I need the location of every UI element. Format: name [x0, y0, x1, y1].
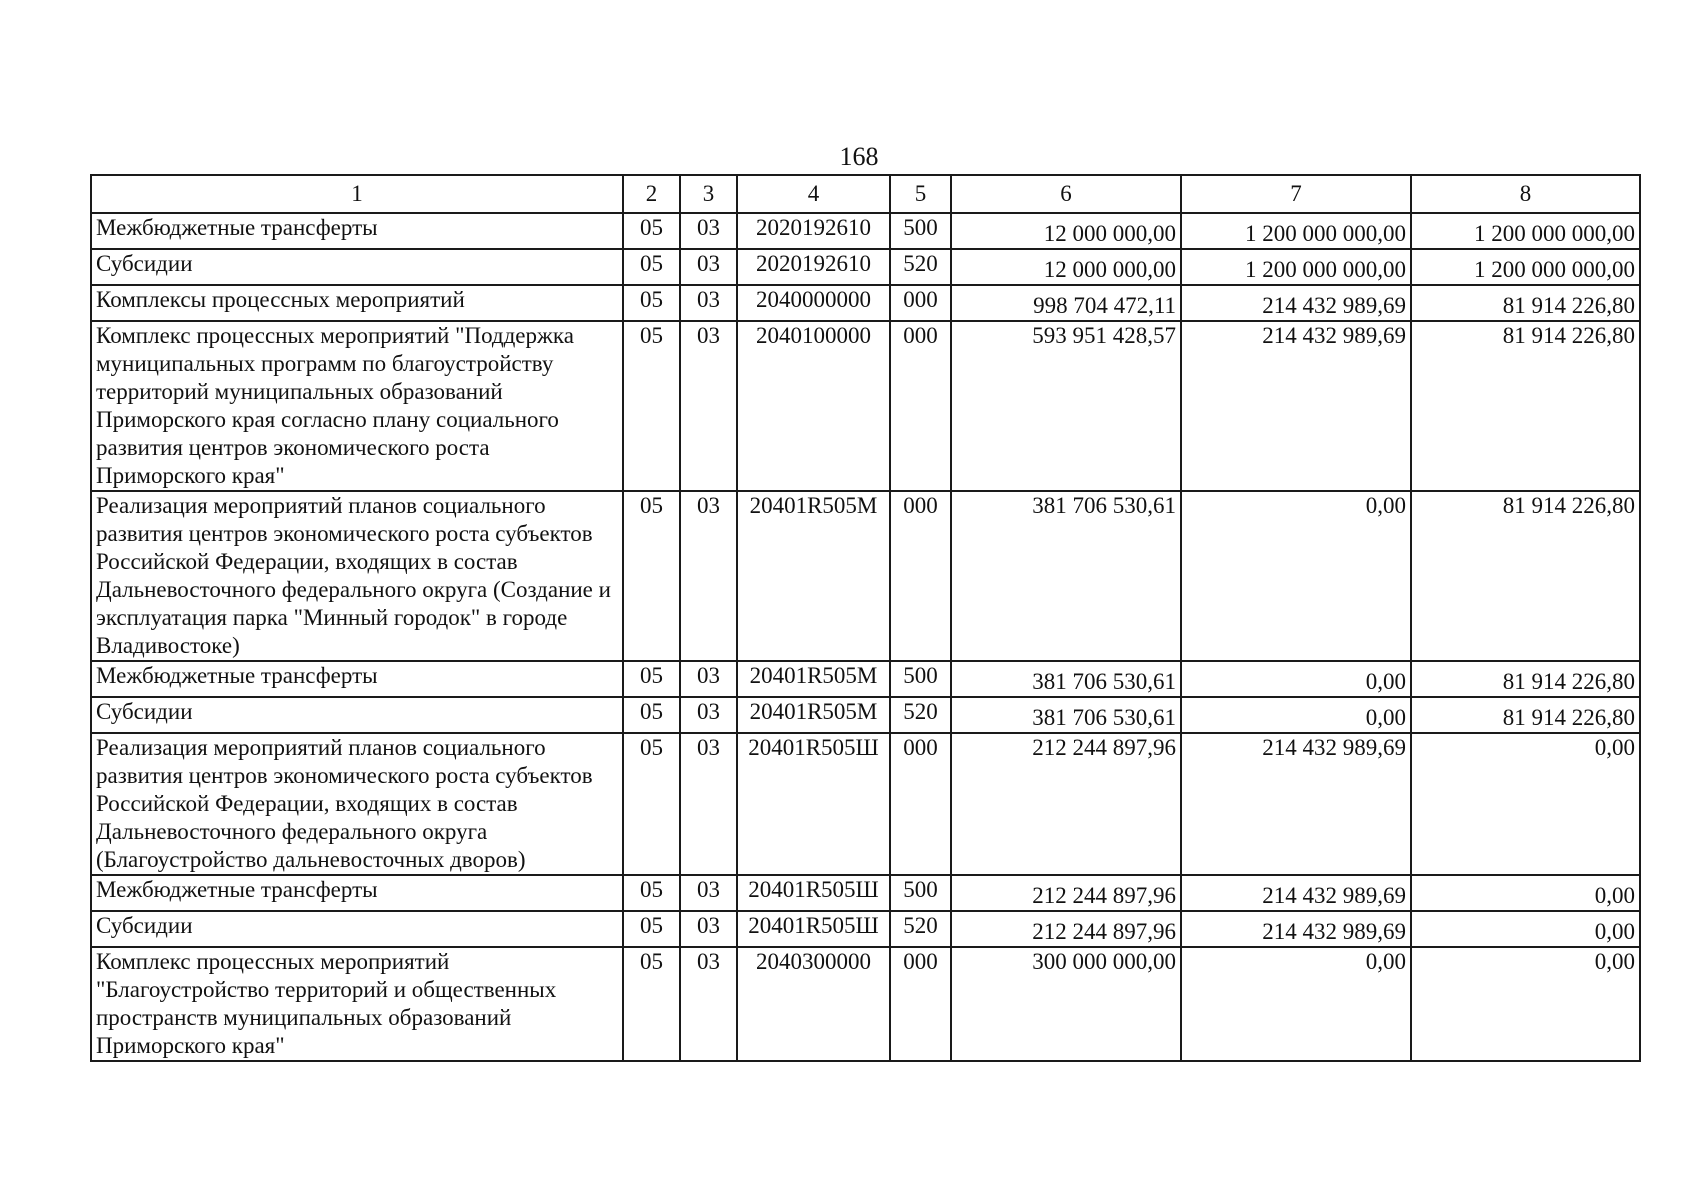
row-expense-type: 500	[890, 875, 951, 911]
row-target-code: 20401R505Ш	[737, 911, 890, 947]
header-col-2: 2	[623, 175, 680, 213]
row-target-code: 20401R505Ш	[737, 875, 890, 911]
row-amount-7: 1 200 000 000,00	[1181, 213, 1411, 249]
row-amount-6: 381 706 530,61	[951, 661, 1181, 697]
row-amount-6: 212 244 897,96	[951, 875, 1181, 911]
header-col-4: 4	[737, 175, 890, 213]
row-name: Реализация мероприятий планов социального развития центров экономического роста субъектов Российской Федерации, входящих в состав Дальневосточного федерального округа (Благоустройство дальневосточных дворов)	[91, 733, 623, 875]
table-row	[91, 213, 1640, 249]
row-section: 05	[623, 249, 680, 285]
row-name: Субсидии	[91, 911, 623, 947]
row-target-code: 20401R505M	[737, 697, 890, 733]
table-row	[91, 947, 1640, 1061]
row-amount-8: 81 914 226,80	[1411, 661, 1640, 697]
row-target-code: 2040300000	[737, 947, 890, 1061]
page-number: 168	[839, 142, 879, 171]
table-row	[91, 911, 1640, 947]
table-row	[91, 733, 1640, 875]
row-target-code: 2020192610	[737, 249, 890, 285]
row-section: 05	[623, 697, 680, 733]
table-row	[91, 321, 1640, 491]
budget-table	[90, 174, 1641, 1062]
row-expense-type: 500	[890, 213, 951, 249]
row-target-code: 20401R505M	[737, 661, 890, 697]
header-col-7: 7	[1181, 175, 1411, 213]
row-amount-8: 81 914 226,80	[1411, 285, 1640, 321]
row-subsection: 03	[680, 491, 737, 661]
row-expense-type: 500	[890, 661, 951, 697]
row-name: Комплексы процессных мероприятий	[91, 285, 623, 321]
row-amount-7: 214 432 989,69	[1181, 285, 1411, 321]
row-expense-type: 520	[890, 697, 951, 733]
row-section: 05	[623, 875, 680, 911]
row-amount-6: 12 000 000,00	[951, 213, 1181, 249]
row-name: Межбюджетные трансферты	[91, 875, 623, 911]
header-col-8: 8	[1411, 175, 1640, 213]
row-amount-8: 0,00	[1411, 911, 1640, 947]
row-expense-type: 520	[890, 249, 951, 285]
row-section: 05	[623, 911, 680, 947]
header-col-6: 6	[951, 175, 1181, 213]
table-row	[91, 285, 1640, 321]
row-section: 05	[623, 661, 680, 697]
table-row	[91, 249, 1640, 285]
row-expense-type: 000	[890, 733, 951, 875]
row-subsection: 03	[680, 875, 737, 911]
row-subsection: 03	[680, 213, 737, 249]
row-amount-6: 300 000 000,00	[951, 947, 1181, 1061]
row-subsection: 03	[680, 947, 737, 1061]
row-amount-8: 1 200 000 000,00	[1411, 213, 1640, 249]
row-amount-6: 381 706 530,61	[951, 491, 1181, 661]
row-name: Комплекс процессных мероприятий "Благоустройство территорий и общественных пространств муниципальных образований Приморского края"	[91, 947, 623, 1061]
row-amount-8: 0,00	[1411, 947, 1640, 1061]
row-subsection: 03	[680, 661, 737, 697]
row-subsection: 03	[680, 697, 737, 733]
header-row	[91, 175, 1640, 213]
row-target-code: 2040000000	[737, 285, 890, 321]
row-target-code: 2020192610	[737, 213, 890, 249]
table-row	[91, 875, 1640, 911]
row-expense-type: 000	[890, 491, 951, 661]
row-subsection: 03	[680, 911, 737, 947]
row-amount-7: 0,00	[1181, 661, 1411, 697]
row-amount-8: 81 914 226,80	[1411, 321, 1640, 491]
row-section: 05	[623, 733, 680, 875]
row-amount-8: 81 914 226,80	[1411, 697, 1640, 733]
row-amount-7: 214 432 989,69	[1181, 911, 1411, 947]
row-section: 05	[623, 285, 680, 321]
row-amount-8: 81 914 226,80	[1411, 491, 1640, 661]
row-amount-8: 1 200 000 000,00	[1411, 249, 1640, 285]
row-expense-type: 000	[890, 285, 951, 321]
row-amount-7: 0,00	[1181, 491, 1411, 661]
table-row	[91, 491, 1640, 661]
header-col-5: 5	[890, 175, 951, 213]
row-target-code: 2040100000	[737, 321, 890, 491]
row-subsection: 03	[680, 249, 737, 285]
row-amount-6: 998 704 472,11	[951, 285, 1181, 321]
row-subsection: 03	[680, 285, 737, 321]
header-col-1: 1	[91, 175, 623, 213]
header-col-3: 3	[680, 175, 737, 213]
row-name: Межбюджетные трансферты	[91, 213, 623, 249]
row-name: Межбюджетные трансферты	[91, 661, 623, 697]
row-amount-7: 0,00	[1181, 947, 1411, 1061]
row-expense-type: 000	[890, 947, 951, 1061]
table-row	[91, 661, 1640, 697]
row-amount-6: 381 706 530,61	[951, 697, 1181, 733]
row-amount-8: 0,00	[1411, 733, 1640, 875]
row-name: Комплекс процессных мероприятий "Поддержка муниципальных программ по благоустройству территорий муниципальных образований Приморского края согласно плану социального развития центров экономического роста Приморского края"	[91, 321, 623, 491]
row-expense-type: 520	[890, 911, 951, 947]
row-subsection: 03	[680, 733, 737, 875]
row-amount-7: 0,00	[1181, 697, 1411, 733]
row-expense-type: 000	[890, 321, 951, 491]
row-amount-7: 214 432 989,69	[1181, 875, 1411, 911]
row-amount-6: 212 244 897,96	[951, 733, 1181, 875]
table-row	[91, 697, 1640, 733]
row-amount-7: 214 432 989,69	[1181, 733, 1411, 875]
row-name: Субсидии	[91, 697, 623, 733]
row-name: Субсидии	[91, 249, 623, 285]
row-amount-6: 12 000 000,00	[951, 249, 1181, 285]
row-amount-7: 1 200 000 000,00	[1181, 249, 1411, 285]
row-target-code: 20401R505M	[737, 491, 890, 661]
row-target-code: 20401R505Ш	[737, 733, 890, 875]
row-section: 05	[623, 213, 680, 249]
row-amount-6: 593 951 428,57	[951, 321, 1181, 491]
row-amount-7: 214 432 989,69	[1181, 321, 1411, 491]
row-amount-8: 0,00	[1411, 875, 1640, 911]
row-section: 05	[623, 321, 680, 491]
row-section: 05	[623, 947, 680, 1061]
row-amount-6: 212 244 897,96	[951, 911, 1181, 947]
row-subsection: 03	[680, 321, 737, 491]
row-name: Реализация мероприятий планов социального развития центров экономического роста субъектов Российской Федерации, входящих в состав Дальневосточного федерального округа (Создание и эксплуатация парка "Минный городок" в городе Владивостоке)	[91, 491, 623, 661]
row-section: 05	[623, 491, 680, 661]
